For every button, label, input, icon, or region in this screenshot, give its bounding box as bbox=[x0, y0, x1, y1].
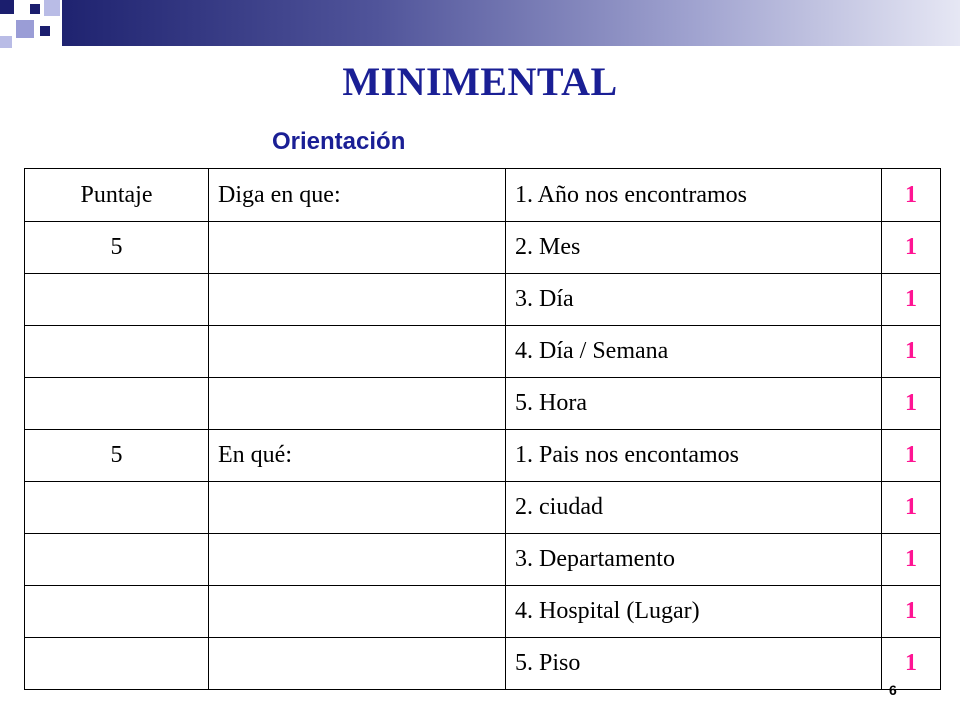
item-cell: 3. Departamento bbox=[506, 534, 882, 586]
table-row bbox=[25, 638, 941, 690]
points-cell: 1 bbox=[882, 326, 941, 378]
decor-square-navy-3 bbox=[40, 26, 50, 36]
table-row bbox=[25, 482, 941, 534]
points-cell: 1 bbox=[882, 638, 941, 690]
points-cell: 1 bbox=[882, 534, 941, 586]
item-cell: 5. Hora bbox=[506, 378, 882, 430]
points-cell: 1 bbox=[882, 430, 941, 482]
prompt-cell: Diga en que: bbox=[209, 169, 506, 222]
points-cell: 1 bbox=[882, 482, 941, 534]
item-cell: 4. Día / Semana bbox=[506, 326, 882, 378]
table-row bbox=[25, 169, 941, 222]
prompt-cell bbox=[209, 274, 506, 326]
decor-square-lavender-1 bbox=[16, 20, 34, 38]
decor-square-lavender-3 bbox=[0, 36, 12, 48]
slide-subtitle: Orientación bbox=[272, 128, 406, 155]
prompt-cell bbox=[209, 638, 506, 690]
score-cell bbox=[25, 274, 209, 326]
score-cell bbox=[25, 378, 209, 430]
score-cell bbox=[25, 534, 209, 586]
points-cell: 1 bbox=[882, 274, 941, 326]
decor-square-navy-2 bbox=[30, 4, 40, 14]
decor-square-navy-1 bbox=[0, 0, 14, 14]
prompt-cell bbox=[209, 482, 506, 534]
table-row bbox=[25, 378, 941, 430]
score-cell bbox=[25, 482, 209, 534]
score-cell: 5 bbox=[25, 222, 209, 274]
prompt-cell bbox=[209, 534, 506, 586]
score-cell: Puntaje bbox=[25, 169, 209, 222]
score-cell bbox=[25, 586, 209, 638]
orientation-table bbox=[24, 168, 941, 690]
item-cell: 4. Hospital (Lugar) bbox=[506, 586, 882, 638]
points-cell: 1 bbox=[882, 222, 941, 274]
table-row bbox=[25, 430, 941, 482]
table-row bbox=[25, 326, 941, 378]
slide-title: MINIMENTAL bbox=[342, 59, 618, 104]
item-cell: 1. Pais nos encontamos bbox=[506, 430, 882, 482]
prompt-cell: En qué: bbox=[209, 430, 506, 482]
table-row bbox=[25, 274, 941, 326]
table-row bbox=[25, 222, 941, 274]
points-cell: 1 bbox=[882, 586, 941, 638]
item-cell: 2. Mes bbox=[506, 222, 882, 274]
prompt-cell bbox=[209, 326, 506, 378]
decor-square-lavender-2 bbox=[44, 0, 60, 16]
prompt-cell bbox=[209, 586, 506, 638]
table-row bbox=[25, 586, 941, 638]
prompt-cell bbox=[209, 222, 506, 274]
table-row bbox=[25, 534, 941, 586]
item-cell: 3. Día bbox=[506, 274, 882, 326]
header-gradient-band bbox=[62, 0, 960, 46]
score-cell bbox=[25, 326, 209, 378]
page-number: 6 bbox=[889, 682, 897, 698]
item-cell: 1. Año nos encontramos bbox=[506, 169, 882, 222]
item-cell: 2. ciudad bbox=[506, 482, 882, 534]
score-cell: 5 bbox=[25, 430, 209, 482]
item-cell: 5. Piso bbox=[506, 638, 882, 690]
points-cell: 1 bbox=[882, 169, 941, 222]
score-cell bbox=[25, 638, 209, 690]
prompt-cell bbox=[209, 378, 506, 430]
points-cell: 1 bbox=[882, 378, 941, 430]
